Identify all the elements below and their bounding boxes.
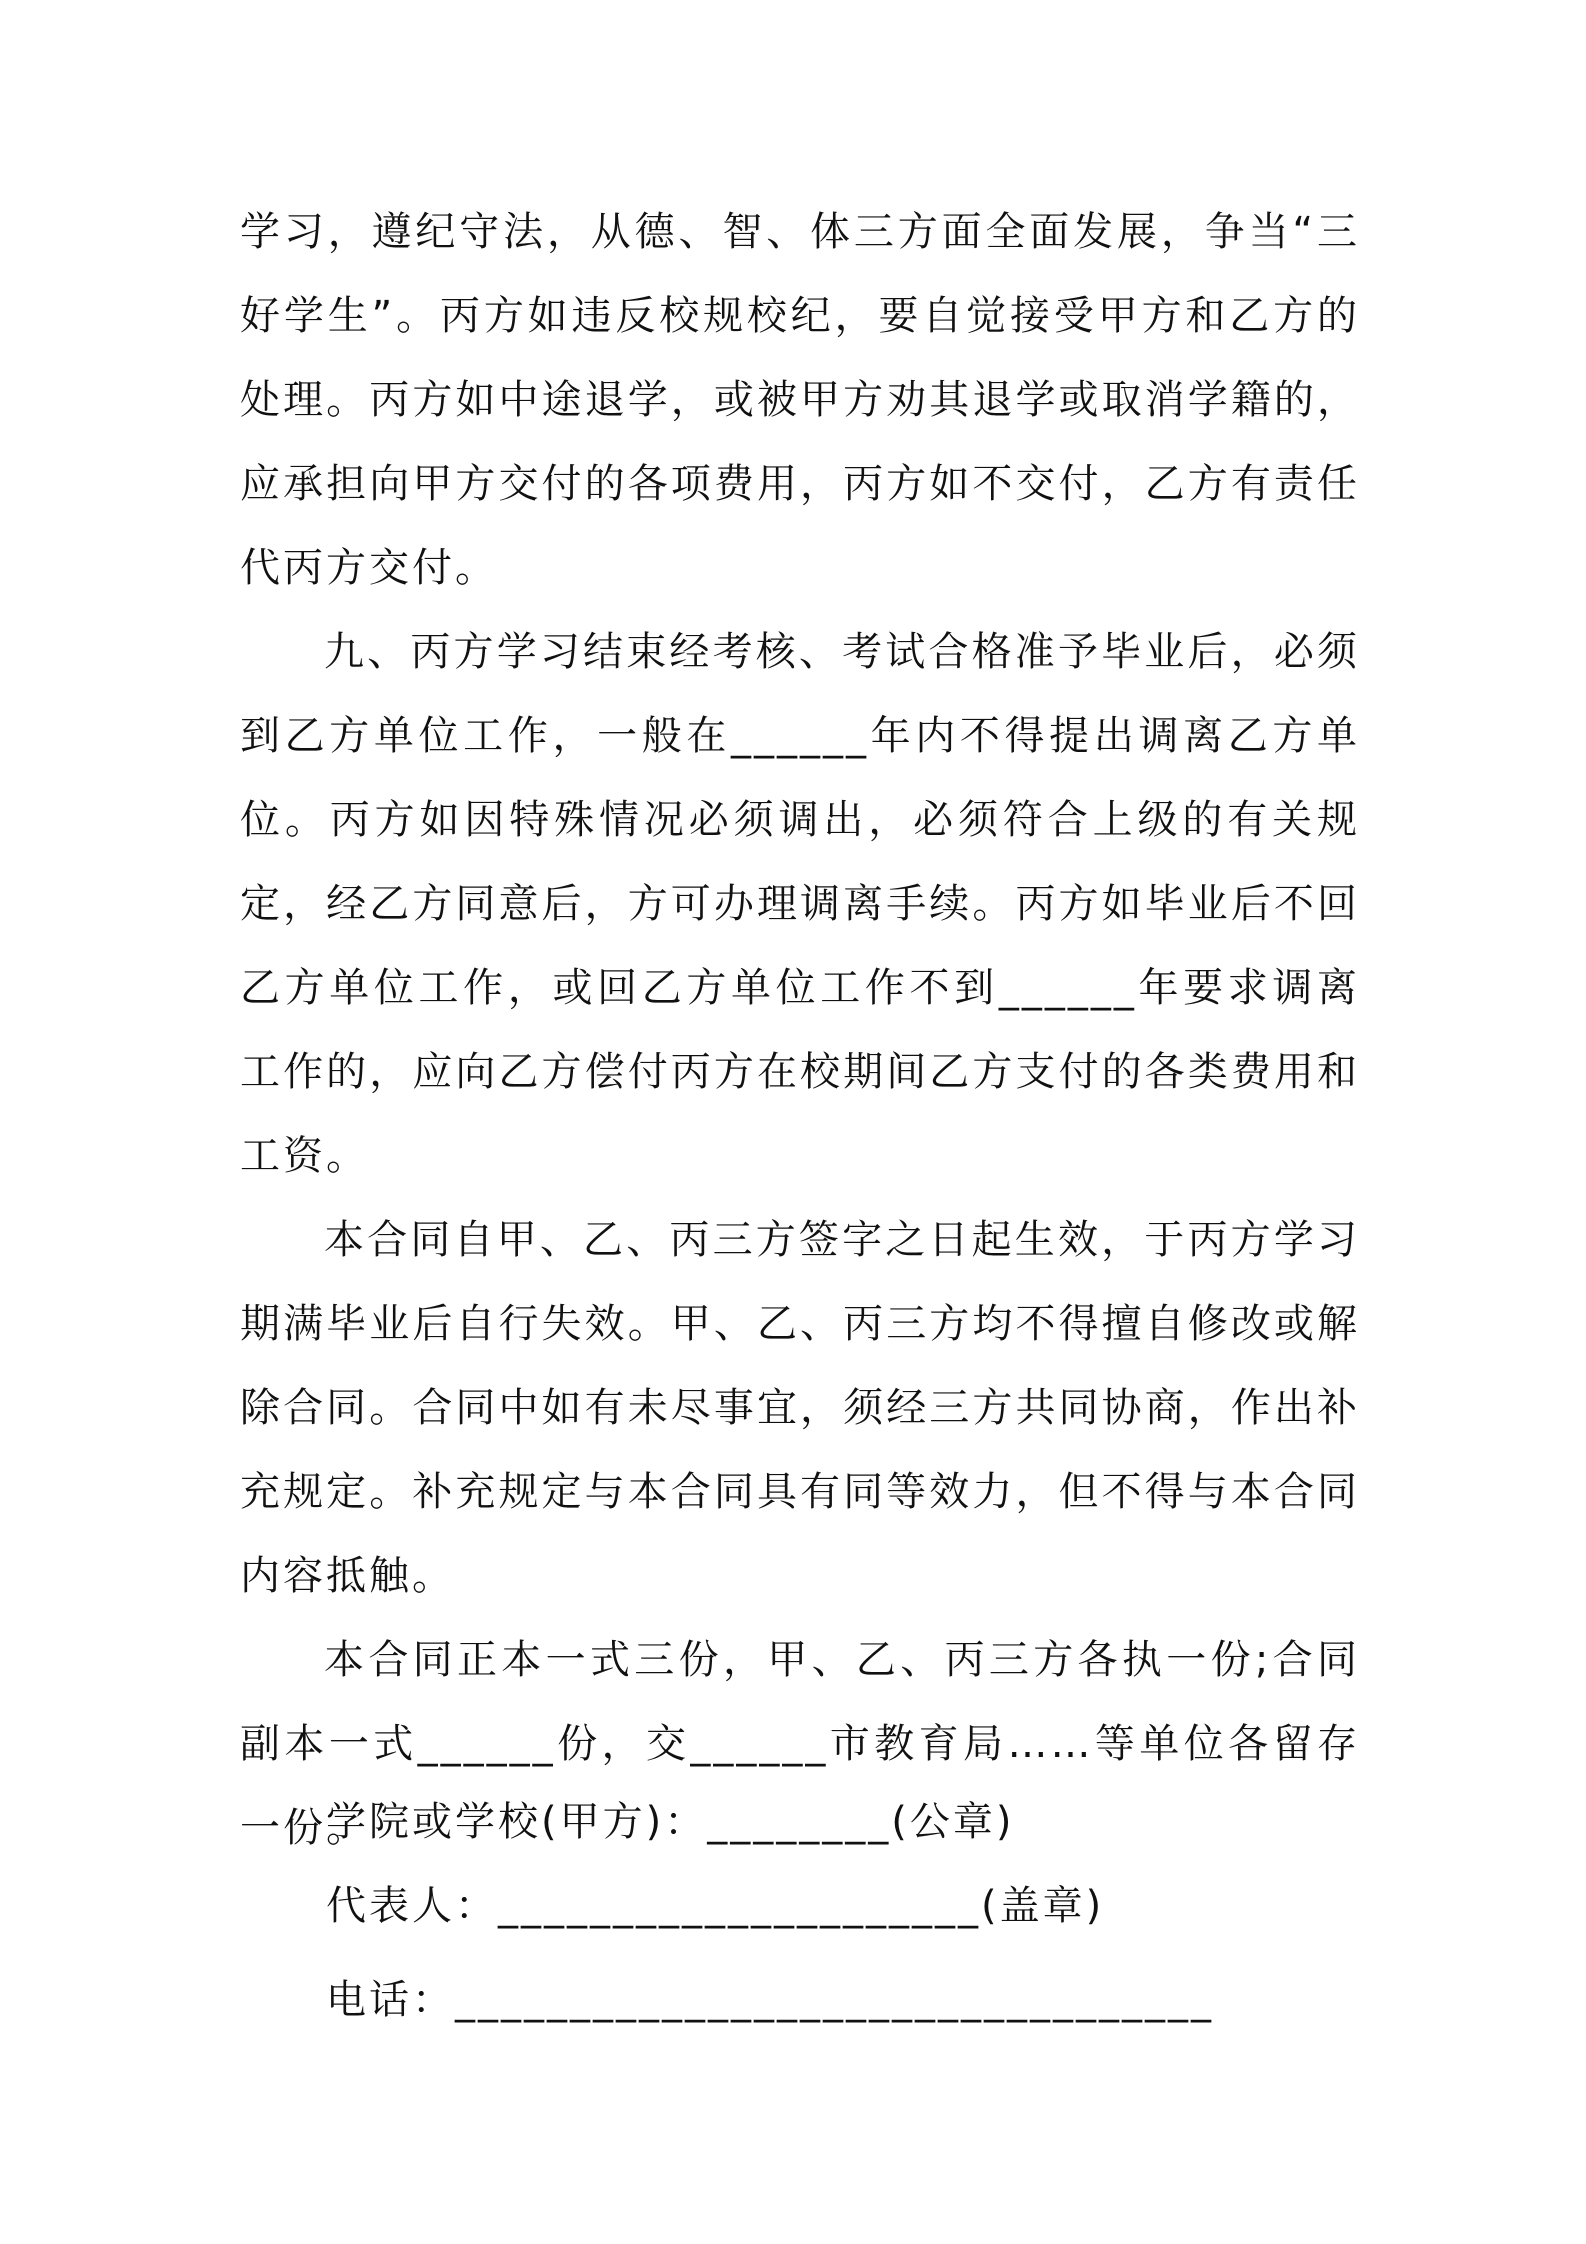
- signature-party-a: 学院或学校(甲方)：________(公章): [326, 1799, 1015, 1845]
- paragraph-continuation: 学习，遵纪守法，从德、智、体三方面全面发展，争当“三好学生”。丙方如违反校规校纪，要自觉接受甲方和乙方的处理。丙方如中途退学，或被甲方劝其退学或取消学籍的，应承担向甲方交付的各项费用，丙方如不交付，乙方有责任代丙方交付。: [240, 209, 1360, 591]
- signature-block: [326, 1780, 1326, 2042]
- signature-representative: 代表人：_____________________(盖章): [326, 1883, 1105, 1929]
- paragraph-copies: 本合同正本一式三份，甲、乙、丙三方各执一份;合同副本一式______份，交______市教育局……等单位各留存一份。: [240, 1637, 1360, 1851]
- signature-phone: 电话：_________________________________: [326, 1977, 1214, 2023]
- contract-body: [240, 190, 1360, 1870]
- paragraph-effective-date: 本合同自甲、乙、丙三方签字之日起生效，于丙方学习期满毕业后自行失效。甲、乙、丙三方均不得擅自修改或解除合同。合同中如有未尽事宜，须经三方共同协商，作出补充规定。补充规定与本合同具有同等效力，但不得与本合同内容抵触。: [240, 1217, 1360, 1599]
- paragraph-clause-nine: 九、丙方学习结束经考核、考试合格准予毕业后，必须到乙方单位工作，一般在______年内不得提出调离乙方单位。丙方如因特殊情况必须调出，必须符合上级的有关规定，经乙方同意后，方可办理调离手续。丙方如毕业后不回乙方单位工作，或回乙方单位工作不到______年要求调离工作的，应向乙方偿付丙方在校期间乙方支付的各类费用和工资。: [240, 629, 1360, 1179]
